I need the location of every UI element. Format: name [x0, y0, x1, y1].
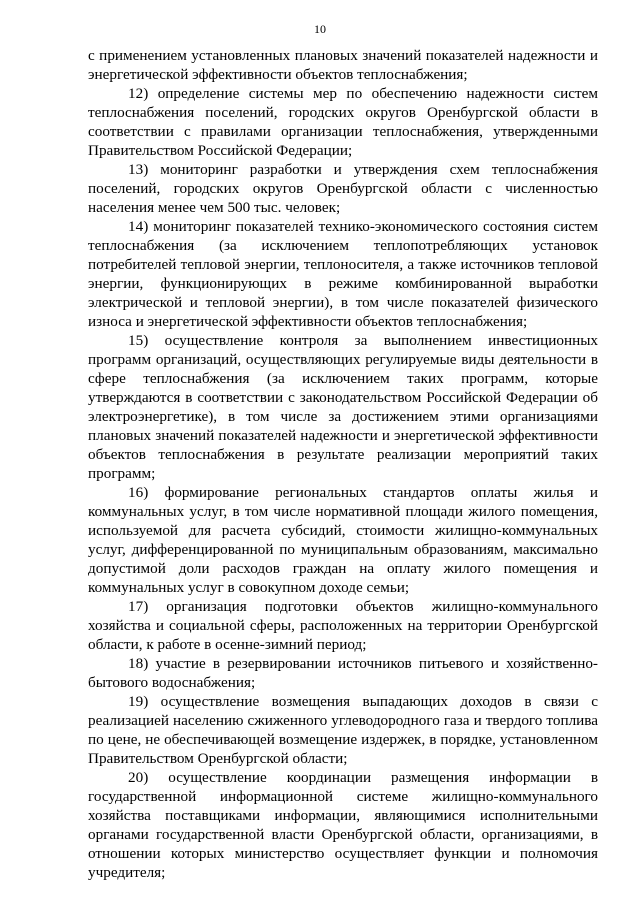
document-body [88, 46, 598, 882]
paragraph-item-12: 12) определение системы мер по обеспечению надежности систем теплоснабжения поселений, городских округов Оренбургской области в соответствии с правилами организации теплоснабжения, утвержденными Правительством Российской Федерации; [88, 85, 598, 159]
paragraph-item-14: 14) мониторинг показателей технико-экономического состояния систем теплоснабжения (за исключением теплопотребляющих установок потребителей тепловой энергии, теплоносителя, а также источников тепловой энергии, функционирующих в режиме комбинированной выработки электрической и тепловой энергии), в том числе показателей физического износа и энергетической эффективности объектов теплоснабжения; [88, 218, 598, 330]
page-number: 10 [314, 22, 326, 36]
paragraph-item-19: 19) осуществление возмещения выпадающих доходов в связи с реализацией населению сжиженного углеводородного газа и твердого топлива по цене, не обеспечивающей возмещение издержек, в порядке, установленном Правительством Оренбургской области; [88, 693, 598, 767]
paragraph-item-20: 20) осуществление координации размещения информации в государственной информационной системе жилищно-коммунального хозяйства поставщиками информации, являющимися исполнительными органами государственной власти Оренбургской области, организациями, в отношении которых министерство осуществляет функции и полномочия учредителя; [88, 769, 598, 881]
paragraph-item-13: 13) мониторинг разработки и утверждения схем теплоснабжения поселений, городских округов Оренбургской области с численностью населения менее чем 500 тыс. человек; [88, 161, 598, 216]
paragraph-item-16: 16) формирование региональных стандартов оплаты жилья и коммунальных услуг, в том числе нормативной площади жилого помещения, используемой для расчета субсидий, стоимости жилищно-коммунальных услуг, дифференцированной по муниципальным образованиям, максимально допустимой доли расходов граждан на оплату жилого помещения и коммунальных услуг в совокупном доходе семьи; [88, 484, 598, 596]
paragraph-item-15: 15) осуществление контроля за выполнением инвестиционных программ организаций, осуществляющих регулируемые виды деятельности в сфере теплоснабжения (за исключением таких программ, которые утверждаются в соответствии с законодательством Российской Федерации об электроэнергетике), в том числе за достижением этими организациями плановых значений показателей надежности и энергетической эффективности объектов теплоснабжения в результате реализации мероприятий таких программ; [88, 332, 598, 482]
paragraph-item-17: 17) организация подготовки объектов жилищно-коммунального хозяйства и социальной сферы, расположенных на территории Оренбургской области, к работе в осенне-зимний период; [88, 598, 598, 653]
paragraph-item-18: 18) участие в резервировании источников питьевого и хозяйственно-бытового водоснабжения; [88, 655, 598, 691]
paragraph-continuation: с применением установленных плановых значений показателей надежности и энергетической эффективности объектов теплоснабжения; [88, 47, 598, 83]
